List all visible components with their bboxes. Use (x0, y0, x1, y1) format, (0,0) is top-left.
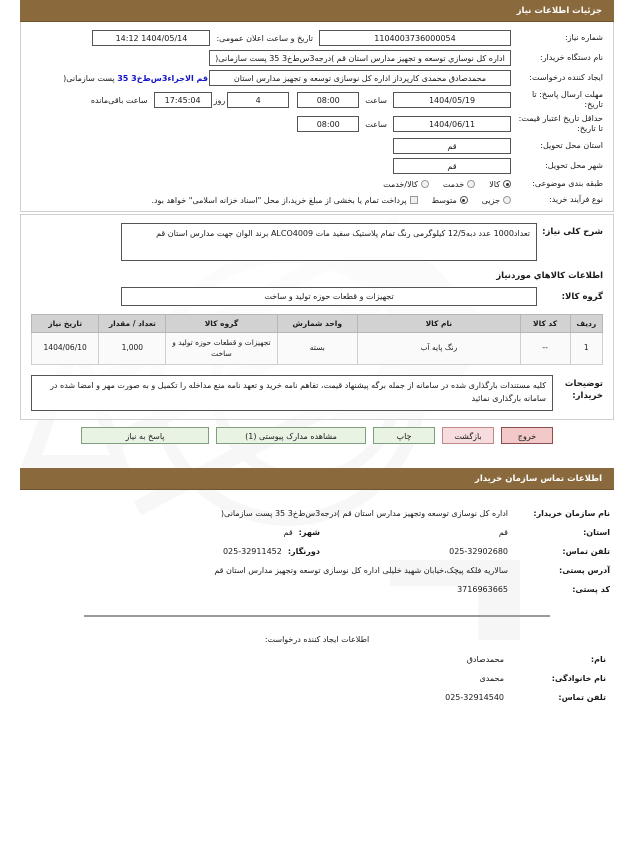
contact-city-label: شهر: (298, 528, 320, 537)
col-row: ردیف (570, 315, 602, 333)
creator-label: ایجاد کننده درخواست: (529, 73, 603, 82)
cell-code: -- (520, 333, 570, 365)
contact-province-label: استان: (583, 528, 610, 537)
cell-quantity: 1,000 (99, 333, 166, 365)
buyer-contact-body (20, 490, 614, 713)
validity-row (21, 112, 613, 136)
category-option-both-label: کالا/خدمت (383, 179, 418, 189)
creator-phone-label: تلفن تماس: (558, 693, 606, 702)
creator-info-rows (24, 650, 610, 707)
deadline-date: 1404/05/19 (393, 92, 511, 108)
contact-address-row (24, 561, 610, 580)
announce-label: تاریخ و ساعت اعلان عمومی: (216, 33, 313, 43)
delivery-province-row (21, 136, 613, 156)
creator-phone-row (28, 688, 606, 707)
contact-org-label: نام سازمان خریدار: (533, 509, 610, 518)
process-label: نوع فرآیند خرید: (549, 195, 603, 204)
validity-date: 1404/06/11 (393, 116, 511, 132)
col-code: کد کالا (520, 315, 570, 333)
process-option-minor-label: جزیی (481, 195, 500, 205)
buyer-contact-section (20, 468, 614, 713)
print-button[interactable]: چاپ (373, 427, 435, 444)
need-details-panel (20, 22, 614, 212)
contact-postal-value: 3716963665 (457, 585, 508, 594)
cell-group: تجهیزات و قطعات حوزه تولید و ساخت (166, 333, 277, 365)
days-unit-label: روز (213, 95, 226, 105)
col-need-date: تاریخ نیاز (32, 315, 99, 333)
col-quantity: تعداد / مقدار (99, 315, 166, 333)
buyer-notes-label: توضیحات خریدار: (564, 379, 603, 402)
buyer-notes-value: کلیه مستندات بارگذاری شده در سامانه از جمله برگه پیشنهاد قیمت، تفاهم نامه خرید و تعهد نامه منع مداخله را تکمیل و به صورت مهر و امضا شده در سامانه بارگذاری نمائید (31, 375, 553, 411)
creator-row (21, 68, 613, 88)
validity-label: حداقل تاریخ اعتبار قیمت: تا تاریخ: (518, 114, 603, 133)
contact-fax-value: 025-32911452 (222, 547, 282, 556)
creator-last-name-value: محمدی (479, 674, 504, 683)
cell-need-date: 1404/06/10 (32, 333, 99, 365)
col-name: نام کالا (358, 315, 521, 333)
deadline-row (21, 88, 613, 112)
action-buttons (20, 420, 614, 454)
contact-province-row (24, 523, 610, 542)
view-attachments-button[interactable]: مشاهده مدارک پیوستی (1) (216, 427, 366, 444)
validity-hour-label: ساعت (365, 119, 387, 129)
respond-to-need-button[interactable]: پاسخ به نیاز (81, 427, 209, 444)
creator-suffix: پست سازمانی( (63, 74, 115, 83)
contact-address-label: آدرس پستی: (559, 566, 610, 575)
summary-row (21, 215, 613, 265)
contact-postal-label: کد پستی: (572, 585, 610, 594)
validity-hour: 08:00 (297, 116, 359, 132)
goods-group-label: گروه کالا: (561, 291, 603, 302)
delivery-city-label: شهر محل تحویل: (545, 161, 603, 170)
remaining-countdown: 17:45:04 (154, 92, 212, 108)
goods-table-header-row (32, 315, 603, 333)
process-option-medium-label: متوسط (431, 195, 457, 205)
category-option-goods-label: کالا (489, 179, 500, 189)
remaining-days: 4 (227, 92, 289, 108)
radio-icon[interactable] (503, 180, 511, 188)
deadline-hour: 08:00 (297, 92, 359, 108)
goods-group-value: تجهیزات و قطعات حوزه تولید و ساخت (121, 287, 537, 306)
goods-info-title: اطلاعات کالاهاي موردنياز (496, 271, 603, 281)
contact-address-value: سالاریه فلکه پیچک،خیابان شهید خلیلی اداره کل نوسازی توسعه وتجهیز مدارس استان قم (214, 566, 508, 575)
contact-province-value: قم (498, 528, 508, 537)
creator-overflow (63, 71, 208, 87)
buyer-notes-row (21, 371, 613, 419)
category-option-both[interactable] (383, 180, 429, 189)
creator-link[interactable]: قم الاجراء3س‌ط‌خ3 35 (117, 74, 208, 83)
announce-value: 1404/05/14 14:12 (92, 30, 210, 46)
category-option-goods[interactable] (489, 180, 511, 189)
category-option-service-label: خدمت (442, 179, 465, 189)
summary-value: تعداد1000 عدد دبه12/5 کیلوگرمی رنگ تمام پلاستیک سفید مات ALCO4009 برند الوان جهت مدارس استان قم (121, 223, 537, 261)
need-details-header: جزئیات اطلاعات نیاز (20, 0, 614, 22)
back-button[interactable]: بازگشت (442, 427, 494, 444)
table-row (32, 333, 603, 365)
process-row (21, 192, 613, 211)
goods-group-row (21, 285, 613, 314)
col-group: گروه کالا (166, 315, 277, 333)
summary-label: شرح کلی نیاز: (542, 227, 603, 237)
col-unit: واحد شمارش (277, 315, 358, 333)
creator-first-name-value: محمدصادق (466, 655, 504, 664)
goods-table (31, 314, 603, 365)
countdown-label: ساعت باقی‌مانده (90, 95, 148, 105)
radio-icon[interactable] (421, 180, 429, 188)
contact-org-row (24, 504, 610, 523)
contact-org-value: اداره کل نوسازی توسعه وتجهیز مدارس استان قم )درجه3س‌ط‌خ3 35 پست سازمانی( (220, 509, 508, 518)
cell-row: 1 (570, 333, 602, 365)
cell-unit: بسته (277, 333, 358, 365)
contact-city-value: قم (283, 528, 293, 537)
delivery-city-row (21, 156, 613, 176)
contact-phone-label: تلفن تماس: (562, 547, 610, 556)
category-label: طبقه بندی موضوعی: (532, 179, 603, 188)
delivery-province-label: استان محل تحویل: (540, 141, 603, 150)
radio-icon[interactable] (467, 180, 475, 188)
contact-postal-row (24, 580, 610, 599)
cell-name: رنگ پایه آب (358, 333, 521, 365)
creator-value: محمدصادق محمدی کارپرداز اداره کل نوسازی توسعه و تجهیز مدارس استان (233, 74, 487, 83)
buyer-org-value: اداره کل نوسازي توسعه و تجهیز مدارس استان قم )درجه3س‌ط‌خ3 35 پست سازمانی( (209, 50, 511, 66)
creator-info-title: اطلاعات ایجاد کننده درخواست: (264, 635, 370, 644)
exit-button[interactable]: خروج (501, 427, 553, 444)
goods-panel (20, 214, 614, 420)
creator-phone-value: 025-32914540 (445, 693, 504, 702)
creator-last-name-label: نام خانوادگی: (551, 674, 606, 683)
process-option-medium[interactable] (432, 196, 468, 205)
category-row (21, 176, 613, 192)
deadline-label: مهلت ارسال پاسخ: تا تاریخ: (531, 90, 603, 109)
buyer-org-row (21, 48, 613, 68)
delivery-city-value: قم (393, 158, 511, 174)
checkbox-icon[interactable] (410, 196, 418, 204)
radio-icon[interactable] (503, 196, 511, 204)
buyer-contact-header: اطلاعات تماس سازمان خریدار (20, 468, 614, 490)
need-number-label: شماره نیاز: (565, 33, 603, 42)
creator-value-box (63, 70, 511, 86)
radio-icon[interactable] (460, 196, 468, 204)
creator-first-name-label: نام: (590, 655, 606, 664)
process-option-minor[interactable] (482, 196, 511, 205)
deadline-hour-label: ساعت (365, 95, 387, 105)
need-number-row (21, 22, 613, 48)
creator-first-name-row (28, 650, 606, 669)
contact-phone-value: 025-32902680 (449, 547, 508, 556)
contact-phone-row (24, 542, 610, 561)
creator-last-name-row (28, 669, 606, 688)
treasury-checkbox-option[interactable] (151, 196, 417, 205)
buyer-org-label: نام دستگاه خریدار: (540, 53, 603, 62)
treasury-note: پرداخت تمام یا بخشی از مبلغ خرید،از محل "اسناد خزانه اسلامی" خواهد بود. (151, 195, 407, 205)
contact-fax-label: دورنگار: (287, 547, 320, 556)
category-option-service[interactable] (443, 180, 475, 189)
delivery-province-value: قم (393, 138, 511, 154)
need-number-value: 1104003736000054 (319, 30, 511, 46)
